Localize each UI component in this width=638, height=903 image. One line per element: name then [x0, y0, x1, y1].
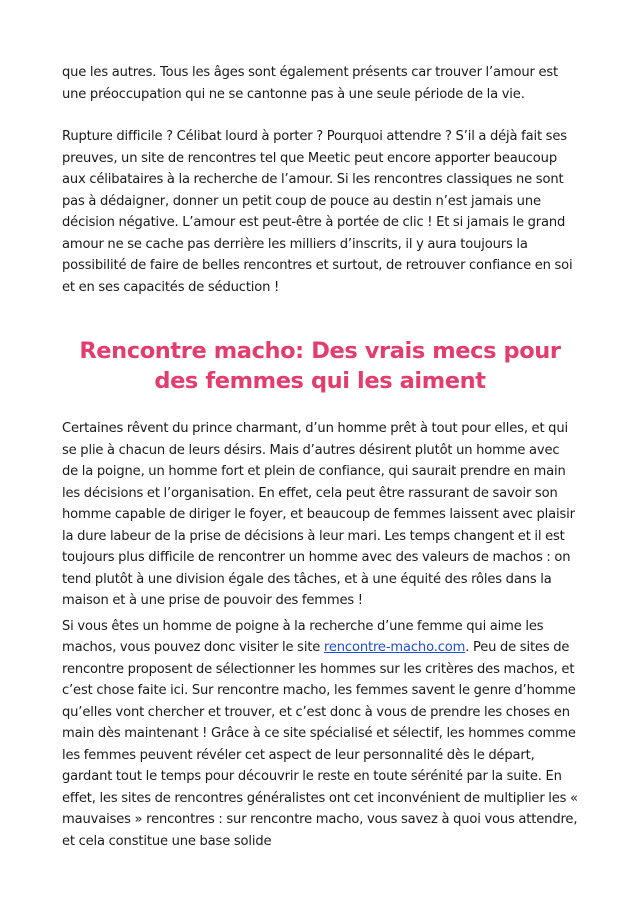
document-page	[62, 62, 578, 852]
site-link[interactable]: rencontre-macho.com	[323, 640, 466, 655]
paragraph-rupture: Rupture difficile ? Célibat lourd à porter ? Pourquoi attendre ? S’il a déjà fait ses preuves, un site de rencontres tel que Meetic peut encore apporter beaucoup aux célibataires à la recherche de l’amour. Si les rencontres classiques ne sont pas à dédaigner, donner un petit coup de pouce au destin n’est jamais une décision négative. L’amour est peut-être à portée de clic ! Et si jamais le grand amour ne se cache pas derrière les milliers d’inscrits, il y aura toujours la possibilité de faire de belles rencontres et surtout, de retrouver confiance en soi et en ses capacités de séduction !	[62, 129, 573, 295]
paragraph-text-before-link: Si vous êtes un homme de poigne à la recherche d’une femme qui aime les machos, vous pouvez donc visiter le site	[62, 618, 544, 655]
paragraph-intro-continuation: que les autres. Tous les âges sont également présents car trouver l’amour est une préoccupation qui ne se cantonne pas à une seule période de la vie.	[62, 65, 559, 102]
paragraph-homme-de-poigne	[62, 616, 578, 853]
paragraph-text-after-link: . Peu de sites de rencontre proposent de sélectionner les hommes sur les critères des machos, et c’est chose faite ici. Sur rencontre macho, les femmes savent le genre d’homme qu’elles vont chercher et trouver, et c’est donc à vous de prendre les choses en main dès maintenant ! Grâce à ce site spécialisé et sélectif, les hommes comme les femmes peuvent révéler cet aspect de leur personnalité dès le départ, gardant tout le temps pour découvrir le reste en toute sérénité par la suite. En effet, les sites de rencontres généralistes ont cet inconvénient de multiplier les « mauvaises » rencontres : sur rencontre macho, vous savez à quoi vous attendre, et cela constitue une base solide	[62, 640, 578, 849]
section-heading: Rencontre macho: Des vrais mecs pour des femmes qui les aiment	[79, 338, 561, 394]
paragraph-prince-charmant: Certaines rêvent du prince charmant, d’un homme prêt à tout pour elles, et qui se plie à chacun de leurs désirs. Mais d’autres désirent plutôt un homme avec de la poigne, un homme fort et plein de confiance, qui saurait prendre en main les décisions et l’organisation. En effet, cela peut être rassurant de savoir son homme capable de diriger le foyer, et beaucoup de femmes laissent avec plaisir la dure labeur de la prise de décisions à leur mari. Les temps changent et il est toujours plus difficile de rencontrer un homme avec des valeurs de machos : on tend plutôt à une division égale des tâches, et à une équité des rôles dans la maison et à une prise de pouvoir des femmes !	[62, 421, 575, 608]
